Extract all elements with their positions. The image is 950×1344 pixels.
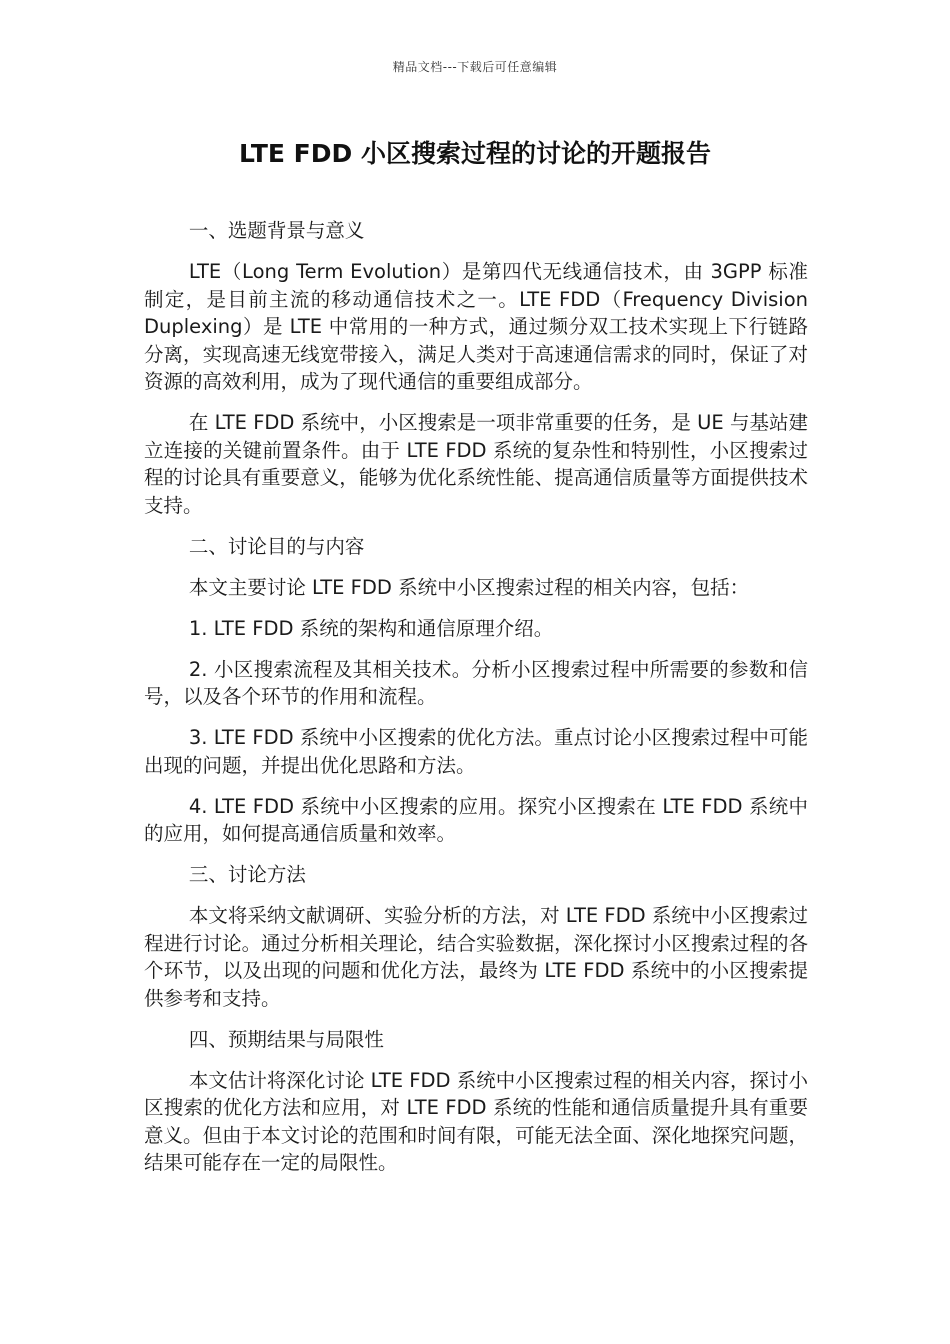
paragraph-lte-intro: LTE（Long Term Evolution）是第四代无线通信技术，由 3GPP 标准制定，是目前主流的移动通信技术之一。LTE FDD（Frequency Division Duplexing）是 LTE 中常用的一种方式，通过频分双工技术实现上下行链路分离，实现高速无线宽带接入，满足人类对于高速通信需求的同时，保证了对资源的高效利用，成为了现代通信的重要组成部分。 (144, 260, 808, 393)
section-heading-method: 三、讨论方法 (188, 863, 306, 886)
paragraph-purpose-intro: 本文主要讨论 LTE FDD 系统中小区搜索过程的相关内容，包括： (188, 575, 750, 599)
header-note: 精品文档---下载后可任意编辑 (392, 60, 558, 74)
page-title: LTE FDD 小区搜索过程的讨论的开题报告 (239, 139, 711, 168)
paragraph-method: 本文将采纳文献调研、实验分析的方法，对 LTE FDD 系统中小区搜索过程进行讨论。通过分析相关理论，结合实验数据，深化探讨小区搜索过程的各个环节，以及出现的问题和优化方法，最终为 LTE FDD 系统中的小区搜索提供参考和支持。 (144, 904, 808, 1010)
document-body (144, 217, 808, 1190)
list-item-3: 3. LTE FDD 系统中小区搜索的优化方法。重点讨论小区搜索过程中可能出现的问题，并提出优化思路和方法。 (144, 726, 808, 777)
paragraph-results: 本文估计将深化讨论 LTE FDD 系统中小区搜索过程的相关内容，探讨小区搜索的优化方法和应用，对 LTE FDD 系统的性能和通信质量提升具有重要意义。但由于本文讨论的范围和时间有限，可能无法全面、深化地探究问题，结果可能存在一定的局限性。 (144, 1068, 808, 1174)
section-heading-purpose: 二、讨论目的与内容 (188, 534, 365, 558)
section-heading-background: 一、选题背景与意义 (188, 219, 365, 242)
list-item-4: 4. LTE FDD 系统中小区搜索的应用。探究小区搜索在 LTE FDD 系统中的应用，如何提高通信质量和效率。 (144, 794, 808, 845)
list-item-1: 1. LTE FDD 系统的架构和通信原理介绍。 (188, 616, 554, 640)
paragraph-cell-search-importance: 在 LTE FDD 系统中，小区搜索是一项非常重要的任务，是 UE 与基站建立连接的关键前置条件。由于 LTE FDD 系统的复杂性和特别性，小区搜索过程的讨论具有重要意义，能够为优化系统性能、提高通信质量等方面提供技术支持。 (144, 411, 808, 517)
list-item-2: 2. 小区搜索流程及其相关技术。分析小区搜索过程中所需要的参数和信号，以及各个环节的作用和流程。 (144, 657, 808, 708)
section-heading-results: 四、预期结果与局限性 (188, 1027, 384, 1051)
